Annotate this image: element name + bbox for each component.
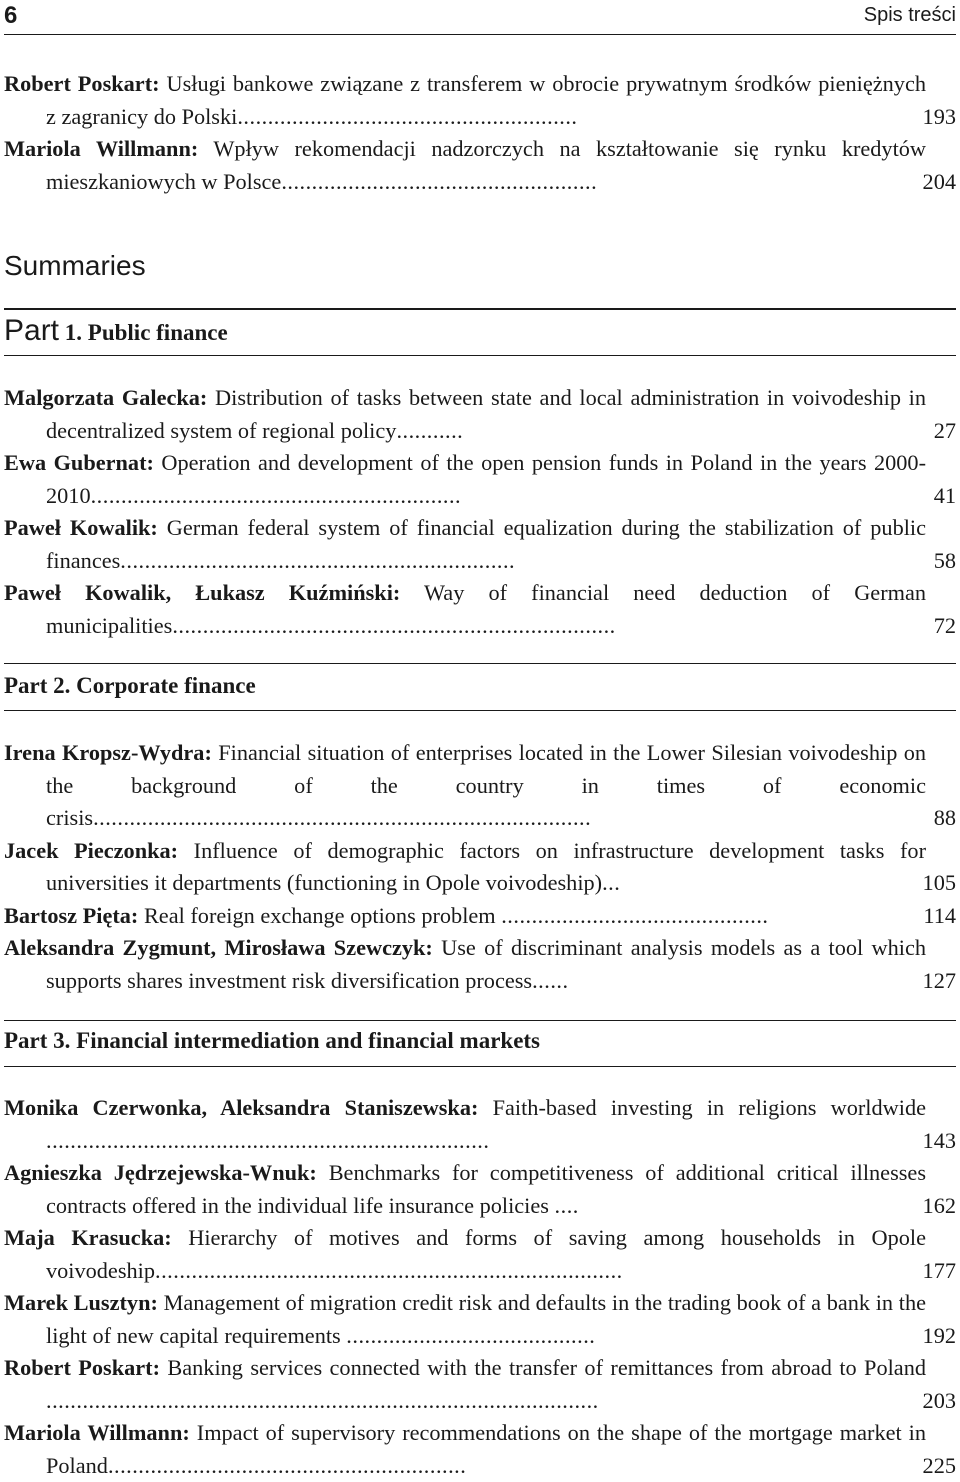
entry-title: Way of financial need deduction of German municipalities [46,580,927,638]
entry-page: 27 [933,417,956,443]
entry-author: Irena Kropsz-Wydra: [4,740,212,765]
part-1-entries [4,382,956,642]
polish-entries [4,68,956,198]
part-2-entries [4,737,956,997]
entry-page: 114 [923,902,956,928]
entry-page: 204 [922,168,956,194]
part-word: Part [4,314,60,347]
entry-author: Robert Poskart: [4,1355,160,1380]
page-number: 6 [4,2,18,29]
entry-page: 177 [922,1257,956,1283]
section-rule [4,355,956,356]
entry-title: Wpływ rekomendacji nadzorczych na kształtowanie się rynku kredytów mieszkaniowych w Polsce [46,136,927,194]
part-label: 1. Public finance [64,320,228,345]
entry-author: Agnieszka Jędrzejewska-Wnuk: [4,1160,317,1185]
entry-title: Benchmarks for competitiveness of additional critical illnesses contracts offered in the individual life insurance policies [46,1160,926,1218]
toc-entry[interactable]: Jacek Pieczonka: Influence of demographic factors on infrastructure development tasks for universities it departments (functioning in Opole voivodeship)... 105 [4,835,956,900]
toc-entry[interactable]: Maja Krasucka: Hierarchy of motives and forms of saving among households in Opole voivodeship............................................................................. 177 [4,1222,956,1287]
toc-entry[interactable]: Paweł Kowalik: German federal system of financial equalization during the stabilization of public finances................................................................. 58 [4,512,956,577]
section-rule [4,1020,956,1021]
entry-author: Monika Czerwonka, Aleksandra Staniszewska: [4,1095,479,1120]
entry-title: Influence of demographic factors on infrastructure development tasks for universities it departments (functioning in Opole voivodeship) [46,837,927,895]
toc-entry[interactable]: Robert Poskart: Banking services connected with the transfer of remittances from abroad to Poland ........................................................................................... 203 [4,1352,956,1417]
entry-title: Usługi bankowe związane z transferem w obrocie prywatnym środków pieniężnych z zagranicy do Polski [46,71,926,129]
entry-title: Financial situation of enterprises located in the Lower Silesian voivodeship on the background of the country in times of economic crisis [46,740,927,830]
entry-page: 162 [922,1192,956,1218]
entry-page: 105 [922,870,956,895]
entry-title: Faith-based investing in religions worldwide [492,1095,926,1120]
entry-author: Aleksandra Zygmunt, Mirosława Szewczyk: [4,935,433,960]
entry-author: Mariola Willmann: [4,1420,190,1445]
toc-entry[interactable]: Agnieszka Jędrzejewska-Wnuk: Benchmarks for competitiveness of additional critical illnesses contracts offered in the individual life insurance policies .... 162 [4,1157,956,1222]
page-header [4,0,956,34]
entry-page: 127 [922,967,956,993]
entry-page: 193 [922,103,956,129]
section-rule [4,308,956,310]
entry-title: Impact of supervisory recommendations on the shape of the mortgage market in Poland [46,1420,927,1478]
part-3-title: Part 3. Financial intermediation and financial markets [4,1028,541,1053]
entry-title: Management of migration credit risk and defaults in the trading book of a bank in the light of new capital requirements [46,1290,926,1348]
toc-entry[interactable]: Mariola Willmann: Wpływ rekomendacji nadzorczych na kształtowanie się rynku kredytów mieszkaniowych w Polsce.................................................... 204 [4,133,956,198]
part-3-entries [4,1092,956,1482]
entry-page: 225 [922,1452,956,1478]
header-rule [4,34,956,35]
summaries-heading: Summaries [4,250,146,281]
entry-page: 41 [933,482,956,508]
entry-title: Distribution of tasks between state and local administration in voivodeship in decentralized system of regional policy [46,385,926,443]
entry-author: Marek Lusztyn: [4,1290,158,1315]
toc-entry[interactable]: Bartosz Pięta: Real foreign exchange options problem ............................................ 114 [4,900,956,933]
toc-entry[interactable]: Irena Kropsz-Wydra: Financial situation of enterprises located in the Lower Silesian voivodeship on the background of the country in times of economic crisis.................................................................................. 88 [4,737,956,835]
entry-author: Paweł Kowalik: [4,515,158,540]
toc-entry[interactable]: Aleksandra Zygmunt, Mirosława Szewczyk: Use of discriminant analysis models as a tool which supports shares investment risk diversification process...... 127 [4,932,956,997]
entry-page: 203 [922,1387,956,1413]
part-2-title: Part 2. Corporate finance [4,673,256,698]
section-rule [4,1066,956,1067]
section-rule [4,663,956,664]
entry-author: Mariola Willmann: [4,136,199,161]
entry-title: Operation and development of the open pension funds in Poland in the years 2000-2010 [46,450,926,508]
toc-entry[interactable]: Monika Czerwonka, Aleksandra Staniszewska: Faith-based investing in religions worldwide ......................................................................... 143 [4,1092,956,1157]
entry-page: 58 [933,547,956,573]
entry-page: 192 [922,1322,956,1348]
toc-entry[interactable]: Mariola Willmann: Impact of supervisory recommendations on the shape of the mortgage market in Poland........................................................... 225 [4,1417,956,1482]
entry-author: Maja Krasucka: [4,1225,172,1250]
entry-title: Real foreign exchange options problem [143,902,496,928]
entry-page: 72 [933,612,956,638]
toc-entry[interactable]: Marek Lusztyn: Management of migration credit risk and defaults in the trading book of a bank in the light of new capital requirements ......................................... 192 [4,1287,956,1352]
toc-entry[interactable]: Malgorzata Galecka: Distribution of tasks between state and local administration in voivodeship in decentralized system of regional policy........... 27 [4,382,956,447]
entry-author: Paweł Kowalik, Łukasz Kuźmiński: [4,580,401,605]
running-title: Spis treści [863,4,956,26]
part-1-title [4,314,228,348]
entry-author: Jacek Pieczonka: [4,837,179,863]
toc-entry[interactable]: Paweł Kowalik, Łukasz Kuźmiński: Way of financial need deduction of German municipalities......................................................................... 72 [4,577,956,642]
entry-page: 143 [922,1127,956,1153]
section-rule [4,710,956,711]
entry-title: Banking services connected with the transfer of remittances from abroad to Poland [167,1355,926,1380]
entry-author: Malgorzata Galecka: [4,385,208,410]
entry-author: Robert Poskart: [4,71,160,96]
toc-entry[interactable]: Ewa Gubernat: Operation and development of the open pension funds in Poland in the years 2000-2010............................................................. 41 [4,447,956,512]
toc-entry[interactable]: Robert Poskart: Usługi bankowe związane z transferem w obrocie prywatnym środków pieniężnych z zagranicy do Polski........................................................ 193 [4,68,956,133]
entry-page: 88 [933,805,956,830]
entry-title: Hierarchy of motives and forms of saving among households in Opole voivodeship [46,1225,926,1283]
entry-title: Use of discriminant analysis models as a tool which supports shares investment risk diversification process [46,935,926,993]
entry-author: Bartosz Pięta: [4,902,139,928]
entry-author: Ewa Gubernat: [4,450,154,475]
entry-title: German federal system of financial equalization during the stabilization of public finances [46,515,927,573]
